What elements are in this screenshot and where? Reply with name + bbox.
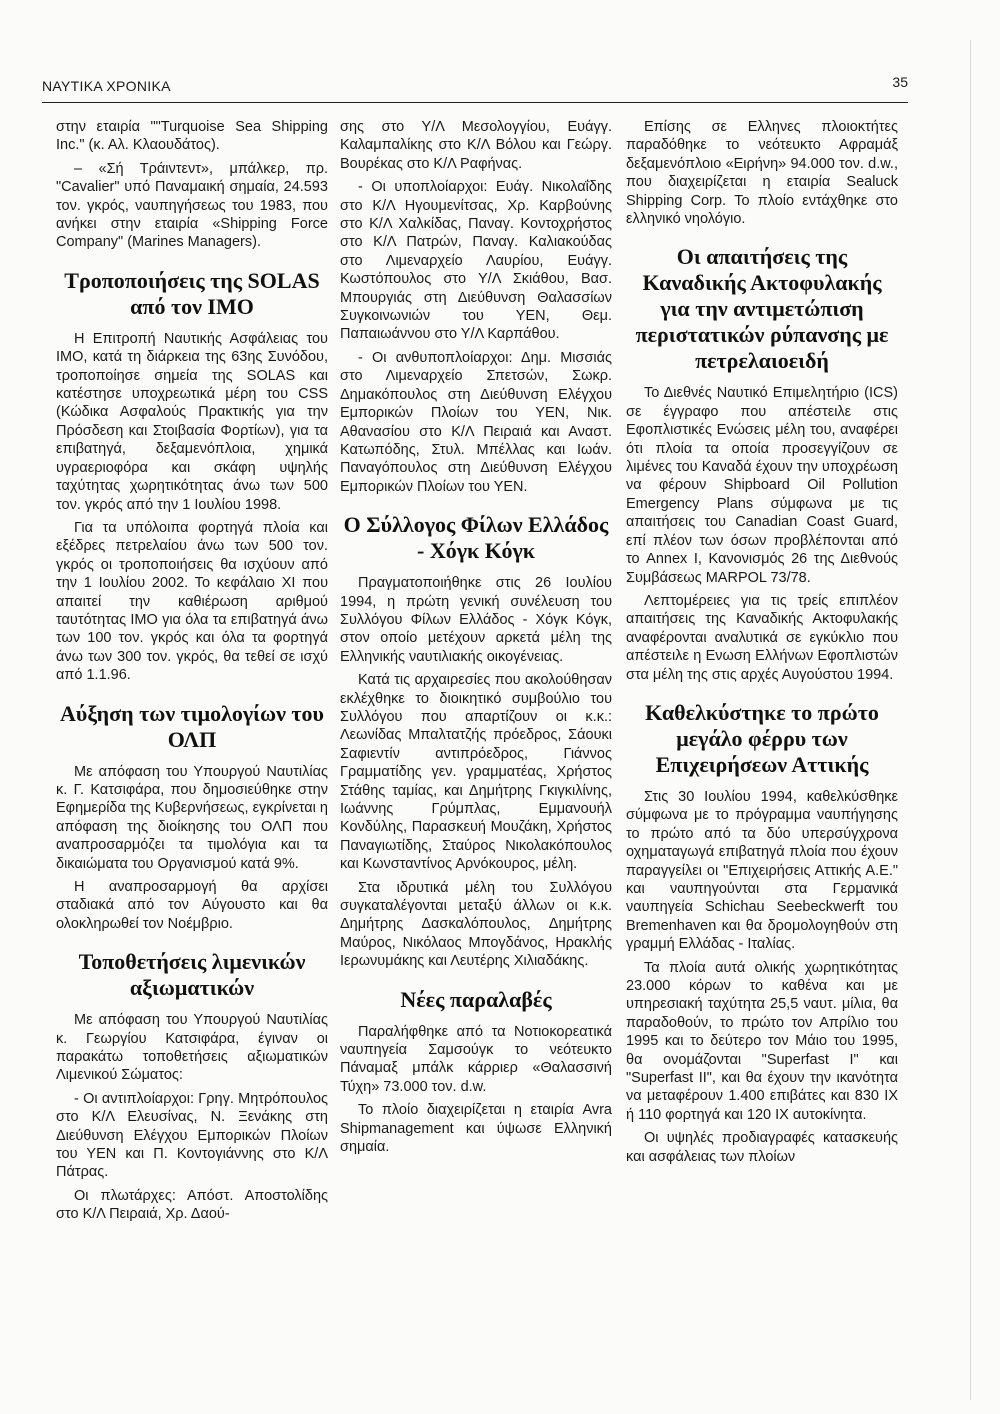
scan-edge-line bbox=[970, 40, 971, 1400]
column-2 bbox=[340, 118, 612, 1408]
article-heading: Νέες παραλαβές bbox=[400, 986, 552, 1012]
article-heading: Καθελκύστηκε το πρώτο μεγάλο φέρρυ των Επιχειρήσεων Αττικής bbox=[645, 699, 879, 777]
paragraph: Παραλήφθηκε από τα Νοτιοκορεατικά ναυπηγεία Σαμσούγκ το νεότευκτο Πάναμαξ μπάλκ κάρριερ «Θαλασσινή Τύχη» 73.000 τον. d.w. bbox=[340, 1023, 612, 1095]
paragraph: Στα ιδρυτικά μέλη του Συλλόγου συγκαταλέγονται μεταξύ άλλων οι κ.κ. Δημήτρης Δασκαλόπουλος, Δημήτρης Μαύρος, Νικόλαος Μπογδάνος, Ηρακλής Ιερωνυμάκης και Λευτέρης Χιλιαδάκης. bbox=[340, 879, 612, 970]
article-heading: Ο Σύλλογος Φίλων Ελλάδος - Χόγκ Κόγκ bbox=[343, 512, 609, 564]
journal-title: ΝΑΥΤΙΚΑ ΧΡΟΝΙΚΑ bbox=[42, 78, 171, 94]
article-heading: Τοποθετήσεις λιμενικών αξιωματικών bbox=[78, 949, 306, 1001]
paragraph: σης στο Υ/Λ Μεσολογγίου, Ευάγγ. Καλαμπαλίκης στο Κ/Λ Βόλου και Γεώργ. Βουρέκας στο Κ/Λ Ραφήνας. bbox=[340, 119, 612, 172]
paragraph: Για τα υπόλοιπα φορτηγά πλοία και εξέδρες πετρελαίου άνω των 500 τον. γκρός οι τροποποιήσεις θα ισχύουν από την 1 Ιουλίου 2002. Το κεφάλαιο ΧΙ που απαιτεί την καθιέρωση αριθμού ταυτότητας ΙΜΟ για όλα τα επιβατηγά άνω των 100 τον. γκρός και όλα τα φορτηγά άνω των 300 τον. γκρός, θα τεθεί σε ισχύ από 1.1.96. bbox=[56, 519, 328, 684]
article-heading: Οι απαιτήσεις της Καναδικής Ακτοφυλακής για την αντιμετώπιση περιστατικών ρύπανσης με πετρελαιοειδή bbox=[635, 244, 889, 374]
paragraph: Με απόφαση του Υπουργού Ναυτιλίας κ. Γεωργίου Κατσιφάρα, έγιναν οι παρακάτω τοποθετήσεις αξιωματικών Λιμενικού Σώματος: bbox=[56, 1012, 328, 1084]
paragraph: στην εταιρία ""Turquoise Sea Shipping Inc." (κ. Αλ. Κλαουδάτος). bbox=[56, 119, 328, 154]
article-heading: Αύξηση των τιμολογίων του ΟΛΠ bbox=[60, 700, 324, 752]
paragraph: Πραγματοποιήθηκε στις 26 Ιουλίου 1994, η πρώτη γενική συνέλευση του Συλλόγου Φίλων Ελλάδος - Χόγκ Κόγκ, στον οποίο μετέχουν αρκετά μέλη της Ελληνικής ναυτιλιακής οικογένειας. bbox=[340, 575, 612, 665]
paragraph: Επίσης σε Ελληνες πλοιοκτήτες παραδόθηκε το νεότευκτο Αφραμάξ δεξαμενόπλοιο «Ειρήνη» 94.000 τον. d.w., που διαχειρίζεται η εταιρία Sealuck Shipping Corp. Το πλοίο εντάχθηκε στο ελληνικό νηολόγιο. bbox=[626, 119, 898, 228]
page-number: 35 bbox=[892, 74, 908, 90]
paragraph: – «Σή Τράιντεντ», μπάλκερ, πρ. "Cavalier" υπό Παναμαική σημαία, 24.593 τον. γκρός, ναυπηγήσεως του 1983, που ανήκει στην εταιρία «Shipping Force Company" (Marines Managers). bbox=[56, 160, 328, 251]
paragraph: - Οι ανθυποπλοίαρχοι: Δημ. Μισσιάς στο Λιμεναρχείο Σπετσών, Σωκρ. Δημακόπουλος στη Διεύθυνση Ελέγχου Εμπορικών Πλοίων του ΥΕΝ, Νικ. Αθανασίου στο Κ/Λ Πειραιά και Αναστ. Κατωπόδης, Στυλ. Μπέλλας και Ιωάν. Παναγόπουλος στη Διεύθυνση Ελέγχου Εμπορικών Πλοίων του ΥΕΝ. bbox=[340, 349, 612, 495]
paragraph: Η Επιτροπή Ναυτικής Ασφάλειας του ΙΜΟ, κατά τη διάρκεια της 63ης Συνόδου, τροποποίησε σημεία της SOLAS και κατέστησε υποχρεωτικά μέρη του CSS (Κώδικα Ασφαλούς Πρακτικής για την Πρόσδεση και Στοιβασία Φορτίων), για τα επιβατηγά, δεξαμενόπλοια, χημικά υγραεριοφόρα και σκάφη υψηλής ταχύτητας χωρητικότητας άνω των 500 τον. γκρός από την 1 Ιουλίου 1998. bbox=[56, 330, 328, 513]
paragraph: Τα πλοία αυτά ολικής χωρητικότητας 23.000 κόρων το καθένα και με υπηρεσιακή ταχύτητα 25,5 ναυτ. μίλια, θα παραδοθούν, το πρώτο τον Απρίλιο του 1995 και το δεύτερο τον Μάιο του 1995, θα ονομάζονται "Superfast I" και "Superfast II", και θα έχουν την ικανότητα να μεταφέρουν 1.400 επιβάτες και 830 ΙΧ ή 110 φορτηγά και 120 ΙΧ αυτοκίνητα. bbox=[626, 959, 898, 1123]
article-heading: Τροποποιήσεις της SOLAS από τον IMO bbox=[64, 267, 320, 319]
column-3 bbox=[626, 118, 898, 1408]
paragraph: Η αναπροσαρμογή θα αρχίσει σταδιακά από τον Αύγουστο και θα ολοκληρωθεί τον Νοέμβριο. bbox=[56, 879, 328, 932]
paragraph: Με απόφαση του Υπουργού Ναυτιλίας κ. Γ. Κατσιφάρα, που δημοσιεύθηκε στην Εφημερίδα της Κυβερνήσεως, εγκρίνεται η απόφαση της διοίκησης του ΟΛΠ που αναπροσαρμόζει τα τιμολόγια και τα δικαιώματα του Οργανισμού κατά 9%. bbox=[56, 763, 328, 872]
paragraph: - Οι υποπλοίαρχοι: Ευάγ. Νικολαΐδης στο Κ/Λ Ηγουμενίτσας, Χρ. Καρβούνης στο Κ/Λ Χαλκίδας, Παναγ. Κοντοχρήστος στο Κ/Λ Πατρών, Παναγ. Καλιακούδας στο Λιμεναρχείο Λαυρίου, Ευάγγ. Κωστόπουλος στο Υ/Λ Σκιάθου, Βασ. Μπουργιάς στη Διεύθυνση Θαλασσίων Συγκοινωνιών του ΥΕΝ, Θεμ. Παπαιωάννου στο Υ/Λ Καρπάθου. bbox=[340, 179, 612, 343]
paragraph: Κατά τις αρχαιρεσίες που ακολούθησαν εκλέχθηκε το διοικητικό συμβούλιο του Συλλόγου που απαρτίζουν οι κ.κ.: Λεωνίδας Μπαλτατζής πρόεδρος, Σάουκι Σαφιεντίν αντιπρόεδρος, Γιάννος Γραμματίδης γεν. γραμματέας, Χρήστος Στάθης ταμίας, και Δημήτρης Γκιγκιλίνης, Ιωάννης Γρύμπλας, Εμμανουήλ Κονδύλης, Παρασκευή Μουζάκη, Χρήστος Παναγιωτίδης, Σταύρος Νικολακόπουλος και Κωνσταντίνος Αρνόκουρος, μέλη. bbox=[340, 672, 612, 873]
paragraph: Το πλοίο διαχειρίζεται η εταιρία Avra Shipmanagement και ύψωσε Ελληνική σημαία. bbox=[340, 1102, 612, 1156]
paragraph: Οι πλωτάρχες: Απόστ. Αποστολίδης στο Κ/Λ Πειραιά, Χρ. Δαού- bbox=[56, 1187, 328, 1223]
paragraph: Οι υψηλές προδιαγραφές κατασκευής και ασφάλειας των πλοίων bbox=[626, 1130, 898, 1165]
header-rule bbox=[42, 102, 908, 103]
paragraph: Λεπτομέρειες για τις τρείς επιπλέον απαιτήσεις της Καναδικής Ακτοφυλακής αναφέρονται αναλυτικά σε εγκύκλιο που απέστειλε η Ενωση Ελλήνων Εφοπλιστών στα μέλη της στις αρχές Αυγούστου 1994. bbox=[626, 592, 898, 683]
column-1 bbox=[56, 118, 328, 1408]
page-header bbox=[42, 74, 908, 104]
paragraph: - Οι αντιπλοίαρχοι: Γρηγ. Μητρόπουλος στο Κ/Λ Ελευσίνας, Ν. Ξενάκης στη Διεύθυνση Ελέγχου Εμπορικών Πλοίων του ΥΕΝ και Π. Κοντογιάννης στο Κ/Λ Πάτρας. bbox=[56, 1090, 328, 1181]
paragraph: Το Διεθνές Ναυτικό Επιμελητήριο (ICS) σε έγγραφο που απέστειλε στις Εφοπλιστικές Ενώσεις μέλη του, αναφέρει ότι πλοία τα οποία προσεγγίζουν σε λιμένες του Καναδά έχουν την υποχρέωση να φέρουν Shipboard Oil Pollution Emergency Plans σύμφωνα με τις απαιτήσεις του Canadian Coast Guard, επί πλέον των όσων προβλέπονται από το Annex I, Κανονισμός 26 της Διεθνούς Συμβάσεως MARPOL 73/78. bbox=[626, 385, 898, 586]
paragraph: Στις 30 Ιουλίου 1994, καθελκύσθηκε σύμφωνα με το πρόγραμμα ναυπήγησης το πρώτο από τα δύο υπερσύγχρονα οχηματαγωγά επιβατηγά πλοία που έχουν παραγγείλει οι "Επιχειρήσεις Αττικής Α.Ε." και ναυπηγούνται στα Γερμανικά ναυπηγεία Schichau Seebeckwerft του Bremenhaven και θα δρομολογηθούν στη γραμμή Ελλάδας - Ιταλίας. bbox=[626, 788, 898, 953]
